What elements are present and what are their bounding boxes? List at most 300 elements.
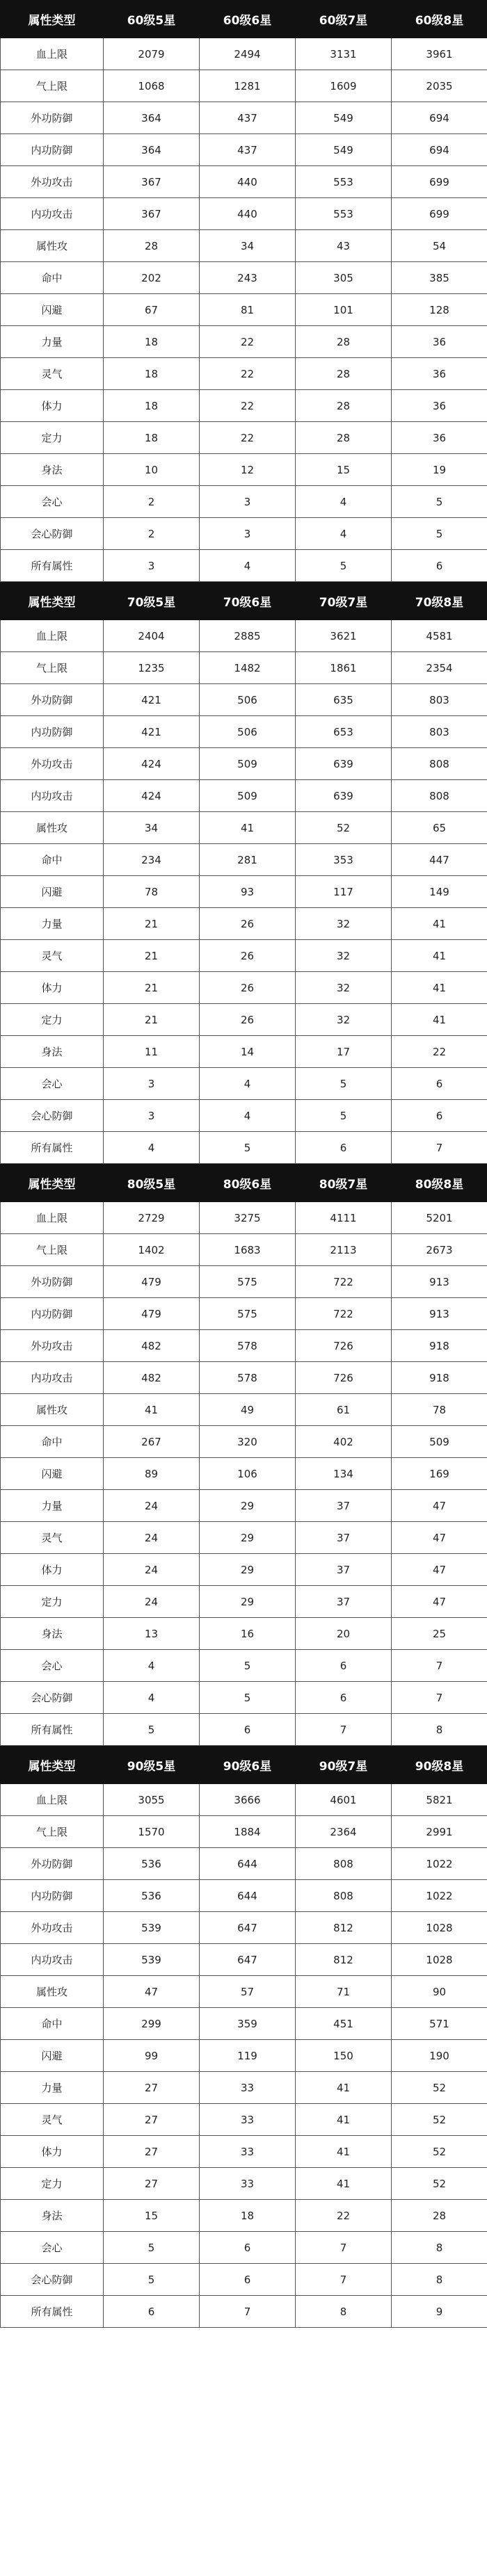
attribute-value-cell: 47 <box>392 1554 487 1586</box>
table-row <box>1 1362 487 1394</box>
attribute-value-cell: 52 <box>392 2136 487 2168</box>
attribute-value-cell: 4 <box>296 518 392 550</box>
attribute-name-cell: 身法 <box>1 1618 104 1650</box>
attribute-value-cell: 359 <box>200 2008 296 2040</box>
attribute-value-cell: 78 <box>392 1394 487 1426</box>
attribute-value-cell: 539 <box>104 1944 200 1976</box>
attribute-value-cell: 3621 <box>296 620 392 652</box>
attribute-value-cell: 52 <box>392 2104 487 2136</box>
attribute-value-cell: 5 <box>200 1682 296 1714</box>
attribute-value-cell: 41 <box>392 1004 487 1036</box>
attribute-value-cell: 803 <box>392 716 487 748</box>
attribute-value-cell: 1482 <box>200 652 296 684</box>
column-header-star-level: 90级5星 <box>104 1747 200 1784</box>
attribute-value-cell: 6 <box>200 1714 296 1746</box>
attribute-name-cell: 命中 <box>1 262 104 294</box>
table-row <box>1 1490 487 1522</box>
attribute-name-cell: 内功防御 <box>1 134 104 166</box>
attribute-value-cell: 106 <box>200 1458 296 1490</box>
attribute-value-cell: 1609 <box>296 70 392 102</box>
attribute-value-cell: 437 <box>200 102 296 134</box>
attribute-value-cell: 694 <box>392 102 487 134</box>
attribute-value-cell: 33 <box>200 2104 296 2136</box>
attribute-value-cell: 21 <box>104 908 200 940</box>
table-row <box>1 844 487 876</box>
attribute-value-cell: 1028 <box>392 1912 487 1944</box>
table-row <box>1 550 487 582</box>
attribute-name-cell: 外功攻击 <box>1 166 104 198</box>
table-row <box>1 2040 487 2072</box>
attribute-value-cell: 7 <box>392 1132 487 1164</box>
column-header-star-level: 70级8星 <box>392 583 487 620</box>
attribute-value-cell: 4601 <box>296 1784 392 1816</box>
attribute-value-cell: 202 <box>104 262 200 294</box>
attribute-value-cell: 8 <box>392 2232 487 2264</box>
attribute-value-cell: 509 <box>392 1426 487 1458</box>
attribute-value-cell: 234 <box>104 844 200 876</box>
table-row <box>1 2136 487 2168</box>
attribute-value-cell: 699 <box>392 198 487 230</box>
attribute-value-cell: 1683 <box>200 1234 296 1266</box>
attribute-value-cell: 5 <box>104 2232 200 2264</box>
column-header-star-level: 90级8星 <box>392 1747 487 1784</box>
attribute-value-cell: 5 <box>200 1132 296 1164</box>
attribute-value-cell: 812 <box>296 1944 392 1976</box>
table-row <box>1 358 487 390</box>
attribute-value-cell: 29 <box>200 1586 296 1618</box>
table-row <box>1 1298 487 1330</box>
table-row <box>1 1522 487 1554</box>
attribute-value-cell: 13 <box>104 1618 200 1650</box>
attribute-value-cell: 134 <box>296 1458 392 1490</box>
attribute-name-cell: 会心防御 <box>1 1100 104 1132</box>
attribute-value-cell: 424 <box>104 748 200 780</box>
attribute-value-cell: 4 <box>104 1682 200 1714</box>
attribute-value-cell: 65 <box>392 812 487 844</box>
attribute-value-cell: 43 <box>296 230 392 262</box>
attribute-value-cell: 4 <box>296 486 392 518</box>
attribute-value-cell: 41 <box>392 940 487 972</box>
attribute-value-cell: 913 <box>392 1298 487 1330</box>
attribute-value-cell: 41 <box>104 1394 200 1426</box>
attribute-value-cell: 539 <box>104 1912 200 1944</box>
attribute-value-cell: 28 <box>392 2200 487 2232</box>
attribute-value-cell: 1022 <box>392 1880 487 1912</box>
table-row <box>1 684 487 716</box>
attribute-value-cell: 4111 <box>296 1202 392 1234</box>
attribute-name-cell: 体力 <box>1 1554 104 1586</box>
attribute-name-cell: 内功攻击 <box>1 780 104 812</box>
attribute-value-cell: 4 <box>200 1068 296 1100</box>
attribute-name-cell: 会心防御 <box>1 1682 104 1714</box>
table-row <box>1 812 487 844</box>
attribute-value-cell: 169 <box>392 1458 487 1490</box>
attribute-name-cell: 内功防御 <box>1 716 104 748</box>
attribute-value-cell: 479 <box>104 1298 200 1330</box>
attribute-value-cell: 28 <box>296 422 392 454</box>
attribute-value-cell: 4 <box>200 550 296 582</box>
attribute-value-cell: 8 <box>296 2296 392 2328</box>
attribute-value-cell: 7 <box>296 2264 392 2296</box>
table-row <box>1 1912 487 1944</box>
attribute-value-cell: 726 <box>296 1330 392 1362</box>
attribute-value-cell: 81 <box>200 294 296 326</box>
attribute-name-cell: 属性攻 <box>1 230 104 262</box>
attribute-name-cell: 内功攻击 <box>1 198 104 230</box>
attribute-value-cell: 71 <box>296 1976 392 2008</box>
attribute-value-cell: 16 <box>200 1618 296 1650</box>
table-row <box>1 2072 487 2104</box>
attribute-value-cell: 27 <box>104 2072 200 2104</box>
attribute-value-cell: 41 <box>296 2072 392 2104</box>
table-row <box>1 1618 487 1650</box>
attribute-name-cell: 属性攻 <box>1 812 104 844</box>
attribute-name-cell: 力量 <box>1 908 104 940</box>
table-row <box>1 1554 487 1586</box>
attribute-value-cell: 536 <box>104 1848 200 1880</box>
attribute-value-cell: 33 <box>200 2072 296 2104</box>
attribute-value-cell: 28 <box>296 326 392 358</box>
attribute-name-cell: 所有属性 <box>1 2296 104 2328</box>
attribute-value-cell: 32 <box>296 940 392 972</box>
attribute-value-cell: 509 <box>200 748 296 780</box>
attribute-value-cell: 41 <box>392 908 487 940</box>
attribute-value-cell: 8 <box>392 1714 487 1746</box>
table-row <box>1 518 487 550</box>
table-row <box>1 876 487 908</box>
attribute-value-cell: 320 <box>200 1426 296 1458</box>
attribute-value-cell: 1022 <box>392 1848 487 1880</box>
attribute-value-cell: 639 <box>296 748 392 780</box>
table-row <box>1 1880 487 1912</box>
attribute-value-cell: 29 <box>200 1522 296 1554</box>
attribute-value-cell: 78 <box>104 876 200 908</box>
stats-table-1 <box>0 582 487 1164</box>
attribute-value-cell: 2885 <box>200 620 296 652</box>
attribute-name-cell: 气上限 <box>1 1816 104 1848</box>
attribute-name-cell: 外功攻击 <box>1 1912 104 1944</box>
attribute-value-cell: 10 <box>104 454 200 486</box>
attribute-value-cell: 52 <box>392 2168 487 2200</box>
attribute-name-cell: 外功攻击 <box>1 1330 104 1362</box>
attribute-value-cell: 722 <box>296 1298 392 1330</box>
column-header-star-level: 60级8星 <box>392 1 487 38</box>
attribute-name-cell: 属性攻 <box>1 1394 104 1426</box>
attribute-value-cell: 424 <box>104 780 200 812</box>
attribute-value-cell: 918 <box>392 1362 487 1394</box>
attribute-value-cell: 9 <box>392 2296 487 2328</box>
attribute-value-cell: 119 <box>200 2040 296 2072</box>
attribute-value-cell: 482 <box>104 1330 200 1362</box>
attribute-name-cell: 内功攻击 <box>1 1944 104 1976</box>
attribute-value-cell: 128 <box>392 294 487 326</box>
attribute-value-cell: 3 <box>104 1100 200 1132</box>
column-header-star-level: 70级6星 <box>200 583 296 620</box>
attribute-value-cell: 6 <box>200 2264 296 2296</box>
attribute-value-cell: 4 <box>200 1100 296 1132</box>
table-row <box>1 1944 487 1976</box>
table-row <box>1 1202 487 1234</box>
attribute-value-cell: 18 <box>104 326 200 358</box>
attribute-value-cell: 3961 <box>392 38 487 70</box>
attribute-value-cell: 5 <box>392 486 487 518</box>
attribute-value-cell: 27 <box>104 2168 200 2200</box>
attribute-name-cell: 身法 <box>1 454 104 486</box>
attribute-value-cell: 15 <box>104 2200 200 2232</box>
table-row <box>1 1100 487 1132</box>
attribute-value-cell: 575 <box>200 1266 296 1298</box>
attribute-value-cell: 5 <box>104 2264 200 2296</box>
attribute-value-cell: 1884 <box>200 1816 296 1848</box>
attribute-value-cell: 7 <box>296 1714 392 1746</box>
attribute-value-cell: 99 <box>104 2040 200 2072</box>
attribute-value-cell: 808 <box>296 1848 392 1880</box>
attribute-value-cell: 722 <box>296 1266 392 1298</box>
attribute-value-cell: 402 <box>296 1426 392 1458</box>
attribute-value-cell: 29 <box>200 1554 296 1586</box>
attribute-value-cell: 26 <box>200 972 296 1004</box>
attribute-value-cell: 34 <box>200 230 296 262</box>
attribute-value-cell: 20 <box>296 1618 392 1650</box>
attribute-value-cell: 440 <box>200 166 296 198</box>
attribute-value-cell: 5 <box>296 550 392 582</box>
table-row <box>1 652 487 684</box>
attribute-value-cell: 25 <box>392 1618 487 1650</box>
attribute-name-cell: 外功防御 <box>1 102 104 134</box>
attribute-value-cell: 5 <box>296 1068 392 1100</box>
attribute-value-cell: 2729 <box>104 1202 200 1234</box>
attribute-value-cell: 385 <box>392 262 487 294</box>
attribute-value-cell: 41 <box>200 812 296 844</box>
attribute-name-cell: 外功防御 <box>1 1266 104 1298</box>
attribute-value-cell: 22 <box>200 358 296 390</box>
attribute-value-cell: 3666 <box>200 1784 296 1816</box>
attribute-value-cell: 6 <box>296 1682 392 1714</box>
table-row <box>1 1036 487 1068</box>
attribute-value-cell: 353 <box>296 844 392 876</box>
attribute-value-cell: 918 <box>392 1330 487 1362</box>
attribute-value-cell: 18 <box>104 358 200 390</box>
attribute-value-cell: 6 <box>296 1650 392 1682</box>
attribute-name-cell: 闪避 <box>1 876 104 908</box>
table-row <box>1 2200 487 2232</box>
attribute-value-cell: 47 <box>104 1976 200 2008</box>
attribute-value-cell: 41 <box>296 2136 392 2168</box>
table-row <box>1 1784 487 1816</box>
attribute-value-cell: 3 <box>104 1068 200 1100</box>
attribute-name-cell: 会心 <box>1 2232 104 2264</box>
attribute-name-cell: 血上限 <box>1 1202 104 1234</box>
attribute-value-cell: 24 <box>104 1554 200 1586</box>
table-row <box>1 1266 487 1298</box>
attribute-value-cell: 803 <box>392 684 487 716</box>
attribute-name-cell: 灵气 <box>1 940 104 972</box>
attribute-name-cell: 闪避 <box>1 1458 104 1490</box>
attribute-name-cell: 灵气 <box>1 358 104 390</box>
attribute-value-cell: 3 <box>104 550 200 582</box>
table-row <box>1 1394 487 1426</box>
attribute-value-cell: 8 <box>392 2264 487 2296</box>
attribute-value-cell: 19 <box>392 454 487 486</box>
column-header-star-level: 90级6星 <box>200 1747 296 1784</box>
attribute-name-cell: 会心防御 <box>1 518 104 550</box>
attribute-value-cell: 26 <box>200 908 296 940</box>
attribute-name-cell: 力量 <box>1 2072 104 2104</box>
attribute-value-cell: 32 <box>296 972 392 1004</box>
table-row <box>1 1976 487 2008</box>
table-row <box>1 2168 487 2200</box>
attribute-value-cell: 299 <box>104 2008 200 2040</box>
table-row <box>1 972 487 1004</box>
attribute-value-cell: 913 <box>392 1266 487 1298</box>
column-header-star-level: 80级6星 <box>200 1165 296 1202</box>
attribute-value-cell: 54 <box>392 230 487 262</box>
attribute-name-cell: 定力 <box>1 2168 104 2200</box>
table-row <box>1 1330 487 1362</box>
attribute-value-cell: 506 <box>200 684 296 716</box>
attribute-value-cell: 536 <box>104 1880 200 1912</box>
table-header-row <box>1 1747 487 1784</box>
attribute-value-cell: 37 <box>296 1586 392 1618</box>
attribute-name-cell: 气上限 <box>1 1234 104 1266</box>
attribute-value-cell: 36 <box>392 422 487 454</box>
attribute-value-cell: 117 <box>296 876 392 908</box>
table-row <box>1 2296 487 2328</box>
attribute-value-cell: 52 <box>392 2072 487 2104</box>
attribute-value-cell: 21 <box>104 940 200 972</box>
attribute-value-cell: 447 <box>392 844 487 876</box>
table-row <box>1 1816 487 1848</box>
attribute-name-cell: 外功攻击 <box>1 748 104 780</box>
table-row <box>1 390 487 422</box>
attribute-value-cell: 635 <box>296 684 392 716</box>
attribute-value-cell: 29 <box>200 1490 296 1522</box>
attribute-value-cell: 27 <box>104 2136 200 2168</box>
column-header-star-level: 70级7星 <box>296 583 392 620</box>
attribute-value-cell: 15 <box>296 454 392 486</box>
attribute-value-cell: 367 <box>104 198 200 230</box>
attribute-value-cell: 1028 <box>392 1944 487 1976</box>
table-row <box>1 620 487 652</box>
table-row <box>1 1714 487 1746</box>
attribute-value-cell: 2494 <box>200 38 296 70</box>
attribute-value-cell: 808 <box>392 780 487 812</box>
attribute-name-cell: 内功防御 <box>1 1880 104 1912</box>
column-header-star-level: 80级8星 <box>392 1165 487 1202</box>
attribute-value-cell: 3275 <box>200 1202 296 1234</box>
attribute-value-cell: 22 <box>296 2200 392 2232</box>
table-row <box>1 2104 487 2136</box>
attribute-value-cell: 305 <box>296 262 392 294</box>
attribute-value-cell: 549 <box>296 134 392 166</box>
attribute-value-cell: 437 <box>200 134 296 166</box>
attribute-value-cell: 89 <box>104 1458 200 1490</box>
attribute-value-cell: 482 <box>104 1362 200 1394</box>
attribute-value-cell: 4 <box>104 1650 200 1682</box>
attribute-value-cell: 509 <box>200 780 296 812</box>
attribute-value-cell: 49 <box>200 1394 296 1426</box>
attribute-name-cell: 灵气 <box>1 2104 104 2136</box>
attribute-value-cell: 150 <box>296 2040 392 2072</box>
attribute-value-cell: 14 <box>200 1036 296 1068</box>
attribute-value-cell: 33 <box>200 2136 296 2168</box>
attribute-value-cell: 26 <box>200 940 296 972</box>
attribute-value-cell: 364 <box>104 134 200 166</box>
attribute-value-cell: 37 <box>296 1522 392 1554</box>
attribute-value-cell: 647 <box>200 1912 296 1944</box>
column-header-attribute-type: 属性类型 <box>1 1747 104 1784</box>
attribute-value-cell: 694 <box>392 134 487 166</box>
attribute-name-cell: 定力 <box>1 422 104 454</box>
table-row <box>1 1458 487 1490</box>
attribute-value-cell: 808 <box>392 748 487 780</box>
attribute-name-cell: 命中 <box>1 1426 104 1458</box>
attribute-value-cell: 18 <box>104 390 200 422</box>
attribute-value-cell: 2991 <box>392 1816 487 1848</box>
attribute-value-cell: 34 <box>104 812 200 844</box>
attribute-value-cell: 6 <box>296 1132 392 1164</box>
attribute-value-cell: 2035 <box>392 70 487 102</box>
table-row <box>1 1132 487 1164</box>
attribute-value-cell: 22 <box>200 326 296 358</box>
attribute-value-cell: 421 <box>104 684 200 716</box>
attribute-value-cell: 7 <box>392 1650 487 1682</box>
attribute-value-cell: 32 <box>296 908 392 940</box>
table-row <box>1 326 487 358</box>
attribute-value-cell: 699 <box>392 166 487 198</box>
attribute-value-cell: 7 <box>200 2296 296 2328</box>
attribute-value-cell: 24 <box>104 1490 200 1522</box>
attribute-value-cell: 2354 <box>392 652 487 684</box>
attribute-value-cell: 47 <box>392 1522 487 1554</box>
attribute-name-cell: 闪避 <box>1 2040 104 2072</box>
table-header-row <box>1 1165 487 1202</box>
table-row <box>1 1426 487 1458</box>
attribute-value-cell: 24 <box>104 1522 200 1554</box>
attribute-value-cell: 2364 <box>296 1816 392 1848</box>
attribute-value-cell: 1068 <box>104 70 200 102</box>
attribute-value-cell: 6 <box>104 2296 200 2328</box>
attribute-value-cell: 27 <box>104 2104 200 2136</box>
attribute-name-cell: 血上限 <box>1 38 104 70</box>
table-row <box>1 1004 487 1036</box>
table-row <box>1 454 487 486</box>
attribute-name-cell: 气上限 <box>1 652 104 684</box>
attribute-name-cell: 闪避 <box>1 294 104 326</box>
table-row <box>1 1586 487 1618</box>
table-row <box>1 780 487 812</box>
attribute-value-cell: 47 <box>392 1586 487 1618</box>
attribute-value-cell: 5821 <box>392 1784 487 1816</box>
attribute-value-cell: 36 <box>392 390 487 422</box>
table-row <box>1 1682 487 1714</box>
attribute-value-cell: 1235 <box>104 652 200 684</box>
table-header-row <box>1 1 487 38</box>
attribute-value-cell: 451 <box>296 2008 392 2040</box>
attribute-value-cell: 190 <box>392 2040 487 2072</box>
attribute-name-cell: 内功攻击 <box>1 1362 104 1394</box>
attribute-name-cell: 外功防御 <box>1 684 104 716</box>
attribute-value-cell: 7 <box>392 1682 487 1714</box>
attribute-value-cell: 553 <box>296 198 392 230</box>
attribute-value-cell: 2404 <box>104 620 200 652</box>
attribute-name-cell: 力量 <box>1 1490 104 1522</box>
attribute-value-cell: 364 <box>104 102 200 134</box>
attribute-name-cell: 血上限 <box>1 1784 104 1816</box>
attribute-value-cell: 90 <box>392 1976 487 2008</box>
attribute-name-cell: 体力 <box>1 972 104 1004</box>
attribute-value-cell: 2 <box>104 518 200 550</box>
